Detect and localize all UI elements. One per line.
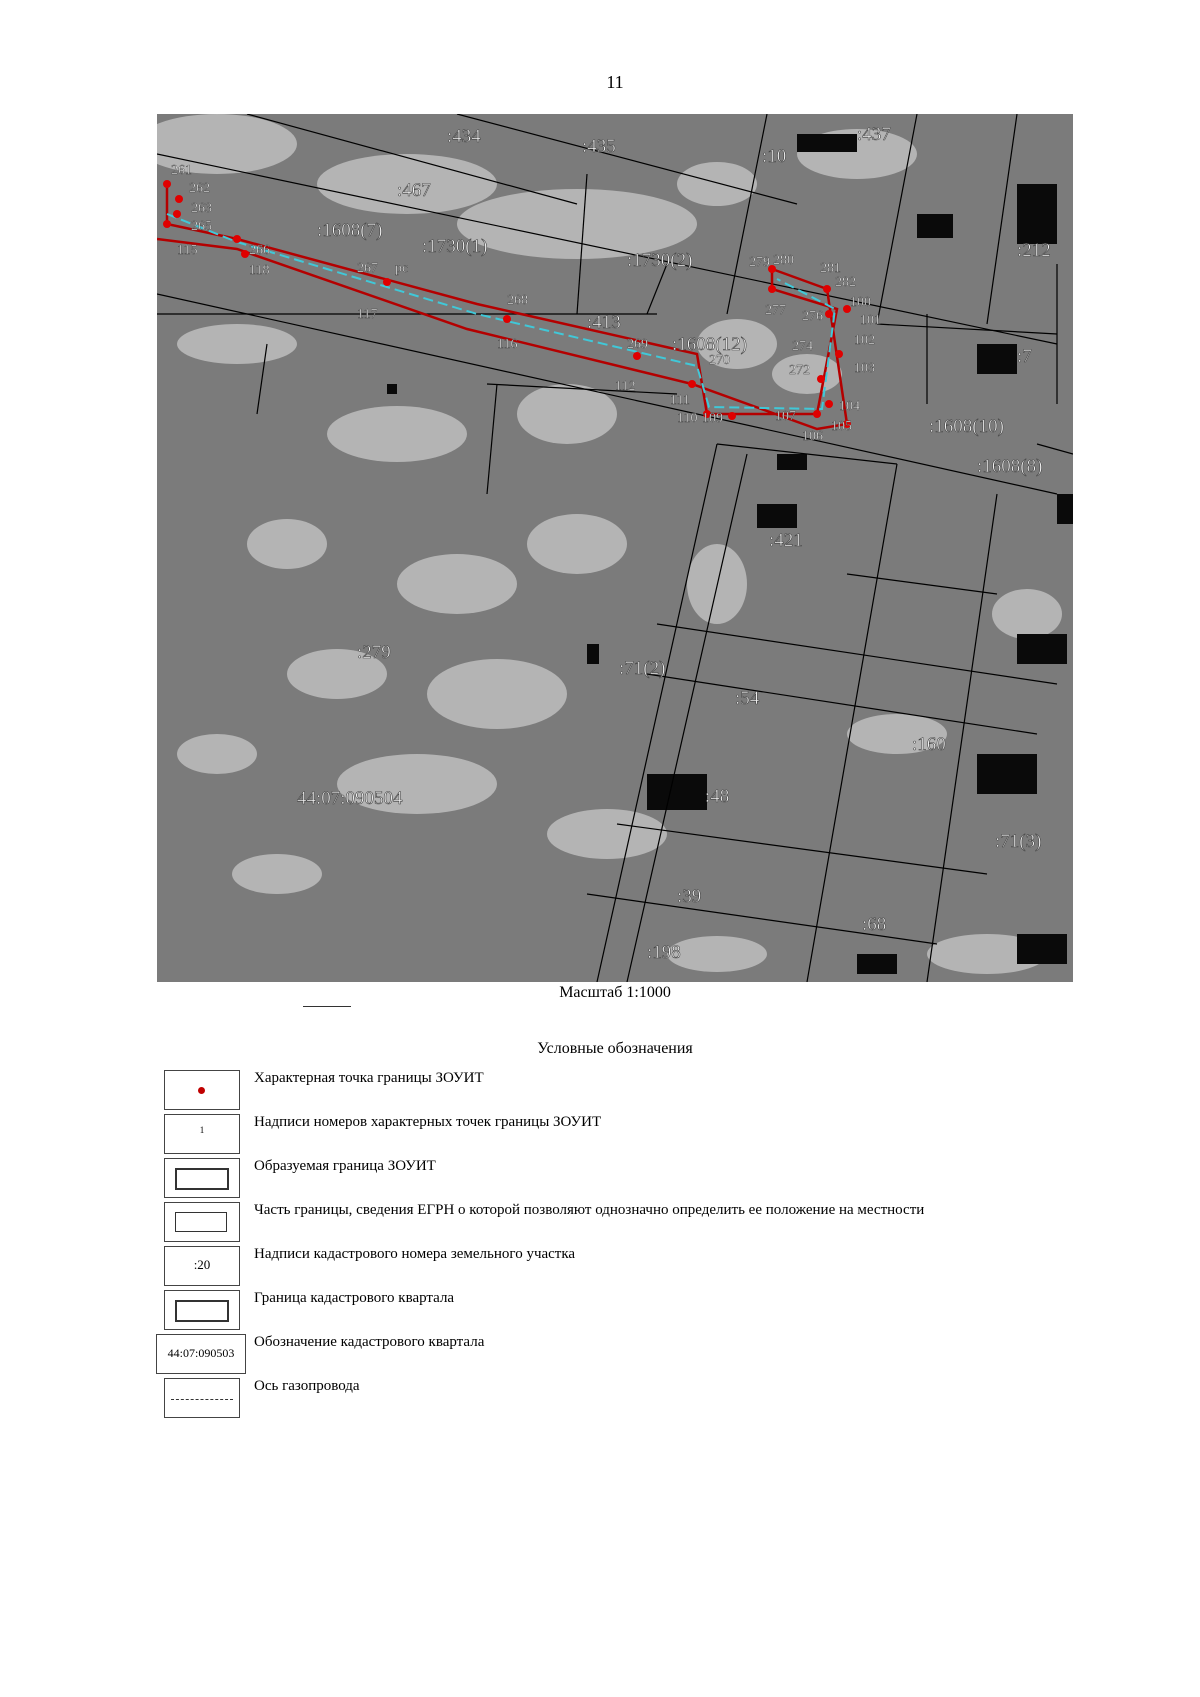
label-1608-7: :1608(7) [317, 220, 383, 241]
legend-label: Часть границы, сведения ЕГРН о которой позволяют однозначно определить ее положение на местности [254, 1202, 925, 1218]
legend-label: Граница кадастрового квартала [254, 1290, 455, 1306]
label-212: :212 [1017, 240, 1051, 261]
legend-item-point-numbers [156, 1114, 1096, 1154]
legend-symbol-text: 1 [199, 1125, 205, 1135]
point-101: 101 [860, 313, 881, 328]
label-1730-1: :1730(1) [422, 236, 488, 257]
point-261: 261 [171, 163, 192, 178]
legend-symbol-point [164, 1070, 240, 1110]
point-118: 118 [249, 263, 270, 278]
point-109: 109 [702, 411, 723, 426]
terrain-patches [157, 114, 1062, 974]
point-112: 112 [615, 379, 636, 394]
legend-item-parcel-number [156, 1246, 1096, 1286]
label-54: :54 [735, 688, 760, 709]
label-10: :10 [762, 146, 787, 167]
legend-symbol-quarter [156, 1334, 246, 1374]
label-39: :39 [677, 886, 702, 907]
point-282: 282 [835, 275, 856, 290]
label-437: :437 [857, 124, 891, 145]
dashed-line-icon [171, 1399, 233, 1400]
point-105: 105 [831, 419, 852, 434]
point-270: 270 [709, 353, 730, 368]
label-279: :279 [357, 642, 391, 663]
point-272: 272 [789, 363, 810, 378]
point-111: 111 [670, 393, 690, 408]
label-467: :467 [397, 180, 431, 201]
red-dot-icon [198, 1087, 205, 1094]
point-110: 110 [677, 411, 698, 426]
label-71-2: :71(2) [619, 658, 666, 679]
point-266: 266 [249, 243, 270, 258]
legend-item-boundary-point [156, 1070, 1096, 1110]
legend-label: Надписи номеров характерных точек границы ЗОУИТ [254, 1114, 602, 1130]
cadastral-map[interactable] [157, 114, 1073, 982]
legend-label: Надписи кадастрового номера земельного участка [254, 1246, 576, 1262]
legend-symbol-box [164, 1290, 240, 1330]
point-274: 274 [792, 339, 813, 354]
legend-label: Характерная точка границы ЗОУИТ [254, 1070, 484, 1086]
scale-bar [303, 1006, 351, 1007]
legend-symbol-box [164, 1158, 240, 1198]
page-number: 11 [606, 72, 624, 92]
point-100: 100 [850, 295, 871, 310]
label-48: :48 [705, 786, 730, 807]
label-1608-8: :1608(8) [977, 456, 1043, 477]
legend-symbol-text: :20 [193, 1257, 211, 1272]
label-1608-10: :1608(10) [929, 416, 1004, 437]
label-1608-12: :1608(12) [672, 334, 747, 355]
point-115: 115 [177, 243, 198, 258]
point-280: 280 [773, 253, 794, 268]
point-281: 281 [820, 261, 841, 276]
legend-symbol-gas [164, 1378, 240, 1418]
label-kadastral-quarter: 44:07:090504 [297, 788, 403, 809]
point-116: 116 [497, 337, 518, 352]
point-103: 103 [854, 361, 875, 376]
point-265: 265 [191, 219, 212, 234]
map-scale: Масштаб 1:1000 [559, 984, 671, 1001]
point-117: 117 [357, 307, 378, 322]
legend-item-egrn-boundary [156, 1202, 1096, 1242]
point-279: 279 [749, 255, 770, 270]
label-71-3: :71(3) [995, 831, 1042, 852]
label-160: :160 [912, 734, 946, 755]
legend-symbol-box [164, 1202, 240, 1242]
legend-symbol-text: 44:07:090503 [167, 1346, 235, 1360]
point-269: 269 [627, 337, 648, 352]
point-106: 106 [802, 429, 823, 444]
legend-item-quarter-label [156, 1334, 1096, 1374]
label-434: :434 [447, 126, 481, 147]
point-104: 104 [839, 399, 860, 414]
point-102: 102 [854, 333, 875, 348]
cadastral-labels [297, 124, 1051, 963]
point-277: 277 [765, 303, 786, 318]
point-107: 107 [775, 409, 796, 424]
legend-label: Образуемая граница ЗОУИТ [254, 1158, 436, 1174]
rectangle-icon [175, 1300, 229, 1322]
point-262: 262 [189, 181, 210, 196]
label-7: :7 [1017, 346, 1032, 367]
label-68: :68 [862, 914, 887, 935]
legend-item-zone-boundary [156, 1158, 1096, 1198]
point-pc: pc [395, 261, 409, 276]
legend-symbol-number [164, 1114, 240, 1154]
map-canvas [157, 114, 1073, 982]
legend-label: Ось газопровода [254, 1378, 360, 1394]
legend-label: Обозначение кадастрового квартала [254, 1334, 485, 1350]
point-267: 267 [357, 261, 378, 276]
label-413: :413 [587, 312, 621, 333]
label-435: :435 [582, 136, 616, 157]
point-276: 276 [802, 309, 823, 324]
label-421: :421 [769, 530, 803, 551]
point-268: 268 [507, 293, 528, 308]
label-1730-2: :1730(2) [627, 250, 693, 271]
legend-item-quarter-boundary [156, 1290, 1096, 1330]
legend-symbol-number [164, 1246, 240, 1286]
thick-rectangle-icon [175, 1168, 229, 1190]
point-263: 263 [191, 201, 212, 216]
thin-rectangle-icon [175, 1212, 227, 1232]
legend-item-gas-axis [156, 1378, 1096, 1418]
legend-title: Условные обозначения [537, 1040, 693, 1057]
label-198: :198 [647, 942, 681, 963]
